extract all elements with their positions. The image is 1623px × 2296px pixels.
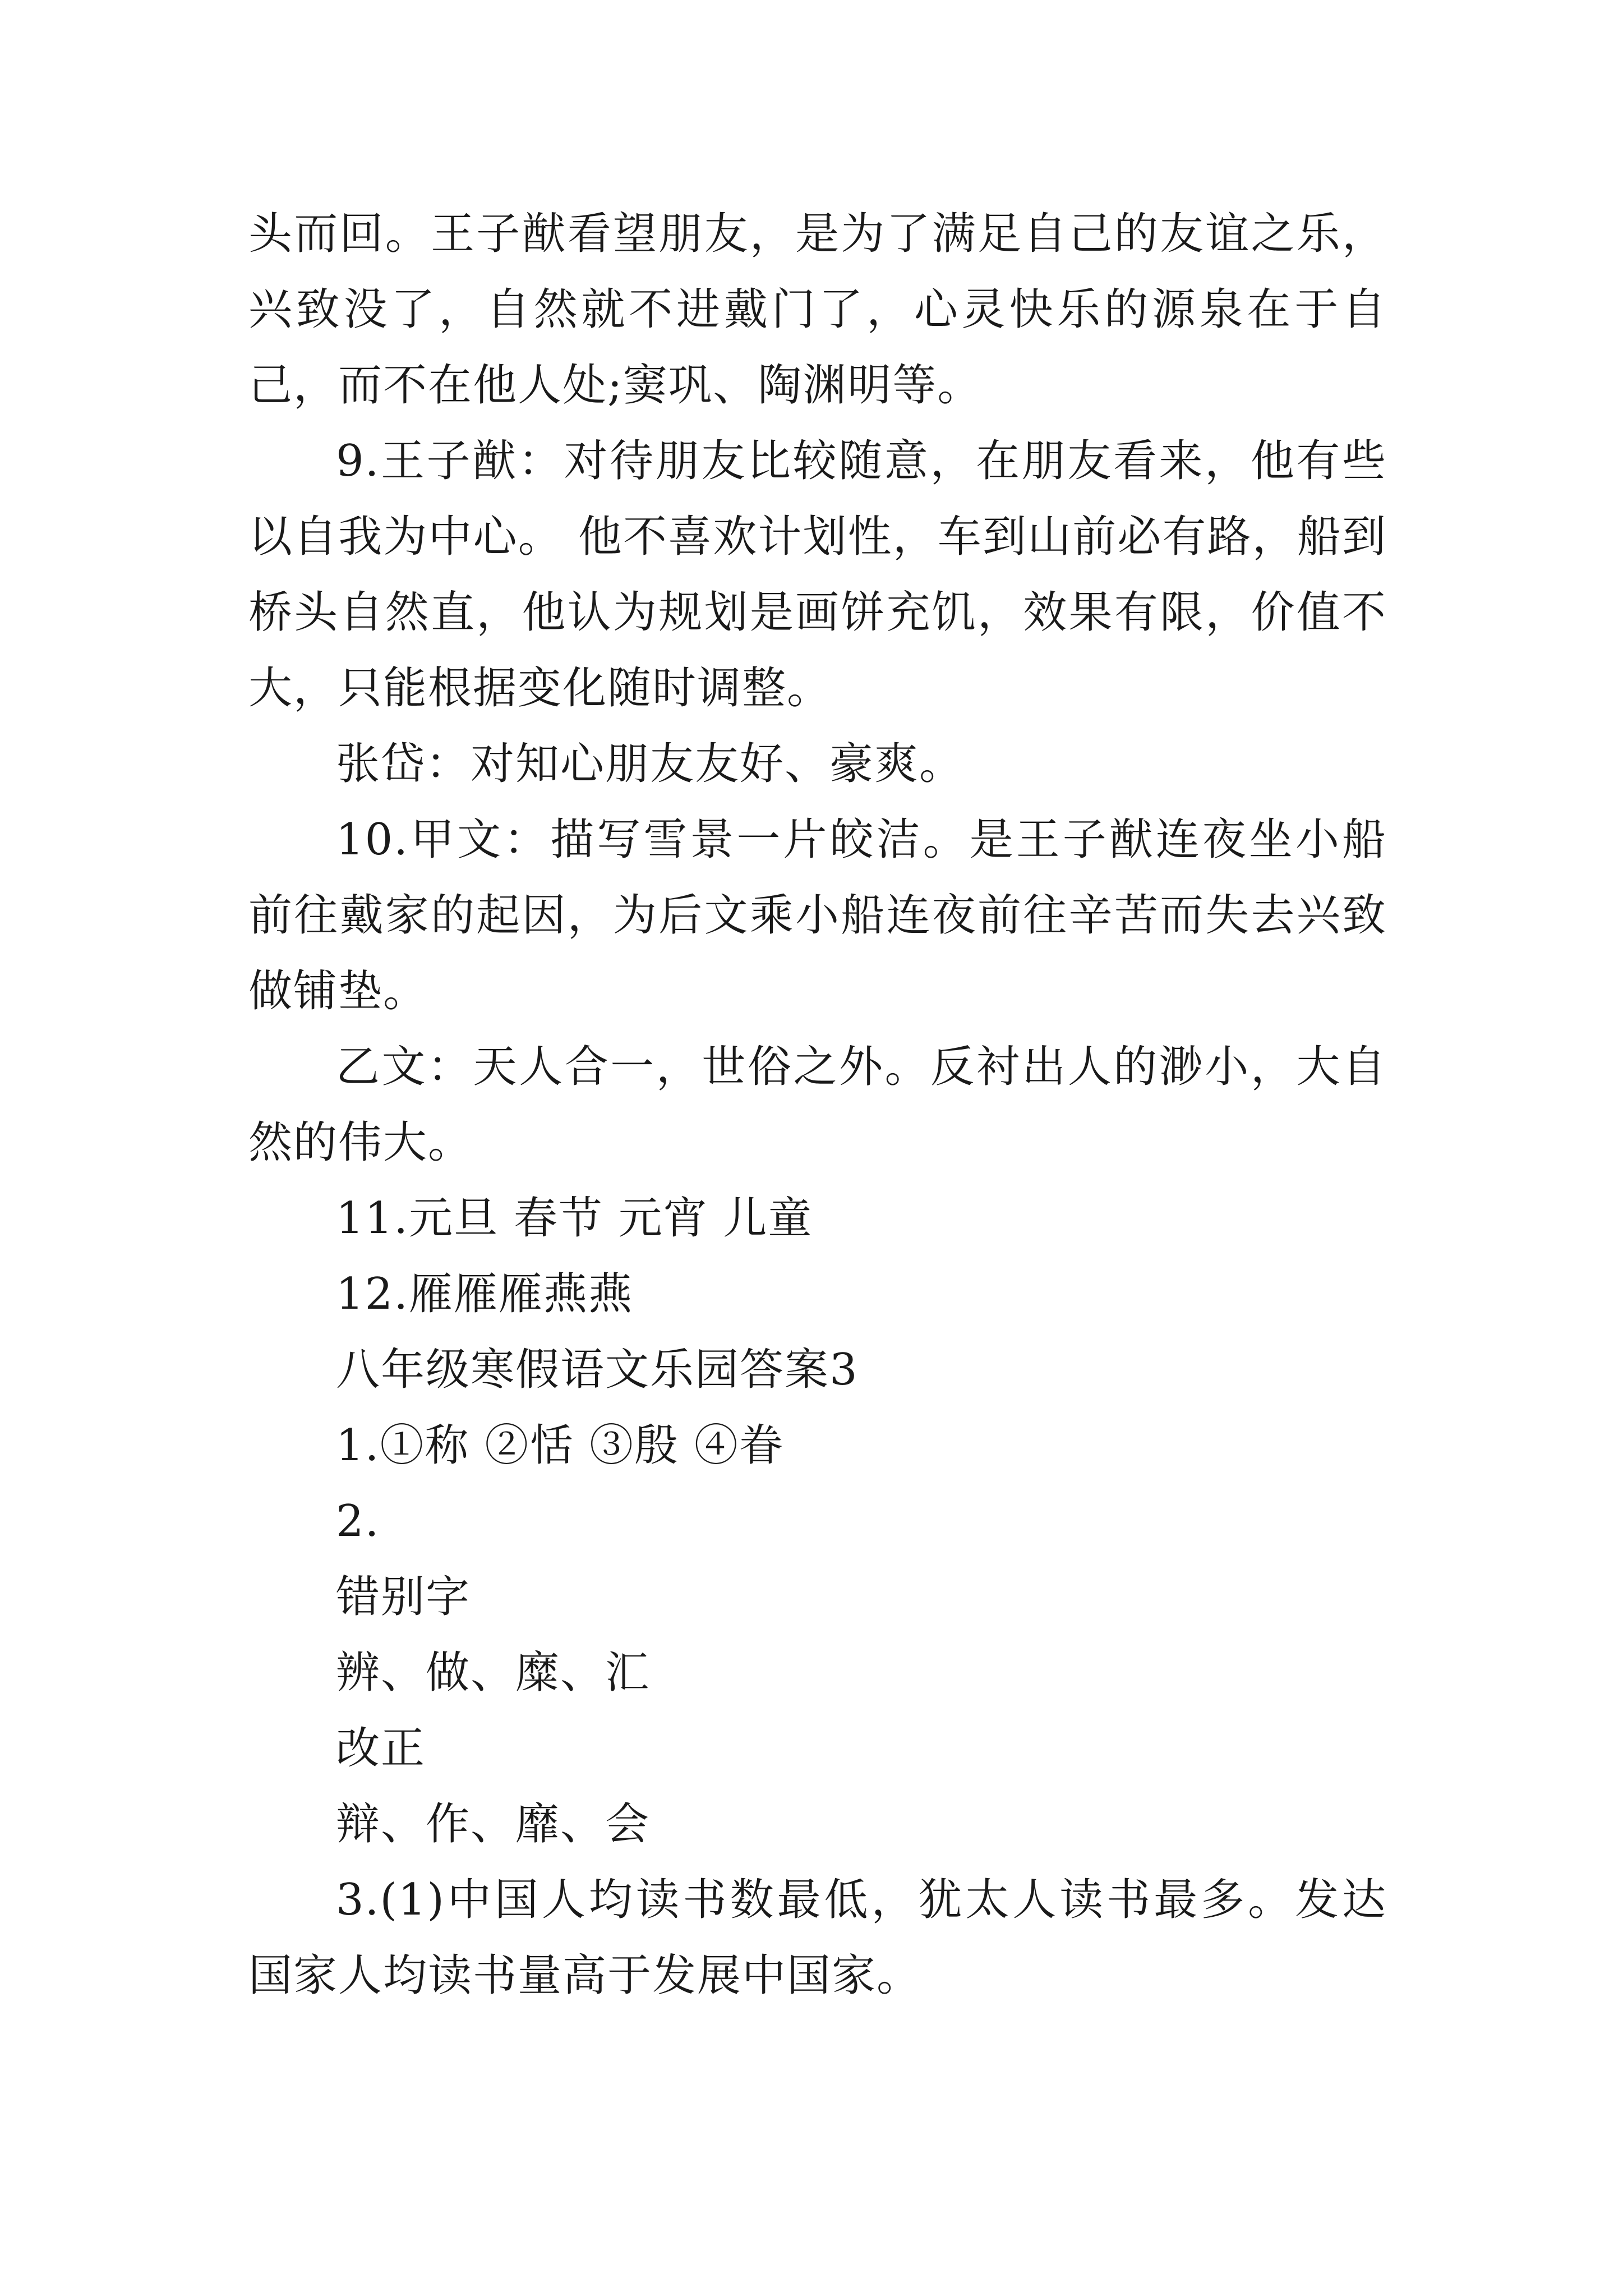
paragraph-answer-11: 11.元旦 春节 元宵 儿童 xyxy=(336,1193,813,1244)
paragraph-answer-2: 2. xyxy=(336,1496,380,1547)
paragraph-continuation: 头而回。王子猷看望朋友，是为了满足自己的友谊之乐，兴致没了，自然就不进戴门了，心灵快乐的源泉在于自己，而不在他人处;窦巩、陶渊明等。 xyxy=(248,209,1387,411)
paragraph-zhang-dai: 张岱：对知心朋友友好、豪爽。 xyxy=(336,739,965,789)
paragraph-answer-10: 10.甲文：描写雪景一片皎洁。是王子猷连夜坐小船前往戴家的起因，为后文乘小船连夜前往辛苦而失去兴致做铺垫。 xyxy=(248,815,1387,1016)
label-corrections: 改正 xyxy=(336,1723,426,1774)
paragraph-answer-1: 1.①称 ②恬 ③殷 ④眷 xyxy=(336,1420,784,1471)
corrections-list: 辩、作、靡、会 xyxy=(336,1799,651,1849)
label-wrong-characters: 错别字 xyxy=(336,1572,471,1622)
document-body xyxy=(248,196,1387,2014)
paragraph-answer-3: 3.(1)中国人均读书数最低，犹太人读书最多。发达国家人均读书量高于发展中国家。 xyxy=(248,1875,1387,2001)
paragraph-answer-9: 9.王子猷：对待朋友比较随意，在朋友看来，他有些以自我为中心。 他不喜欢计划性，车到山前必有路，船到桥头自然直，他认为规划是画饼充饥，效果有限，价值不大，只能根据变化随时调整。 xyxy=(248,436,1387,714)
section-heading: 八年级寒假语文乐园答案3 xyxy=(336,1345,859,1395)
paragraph-yi-wen: 乙文：天人合一，世俗之外。反衬出人的渺小，大自然的伟大。 xyxy=(248,1042,1387,1168)
wrong-characters-list: 辨、做、糜、汇 xyxy=(336,1648,651,1698)
paragraph-answer-12: 12.雁雁雁燕燕 xyxy=(336,1269,634,1319)
